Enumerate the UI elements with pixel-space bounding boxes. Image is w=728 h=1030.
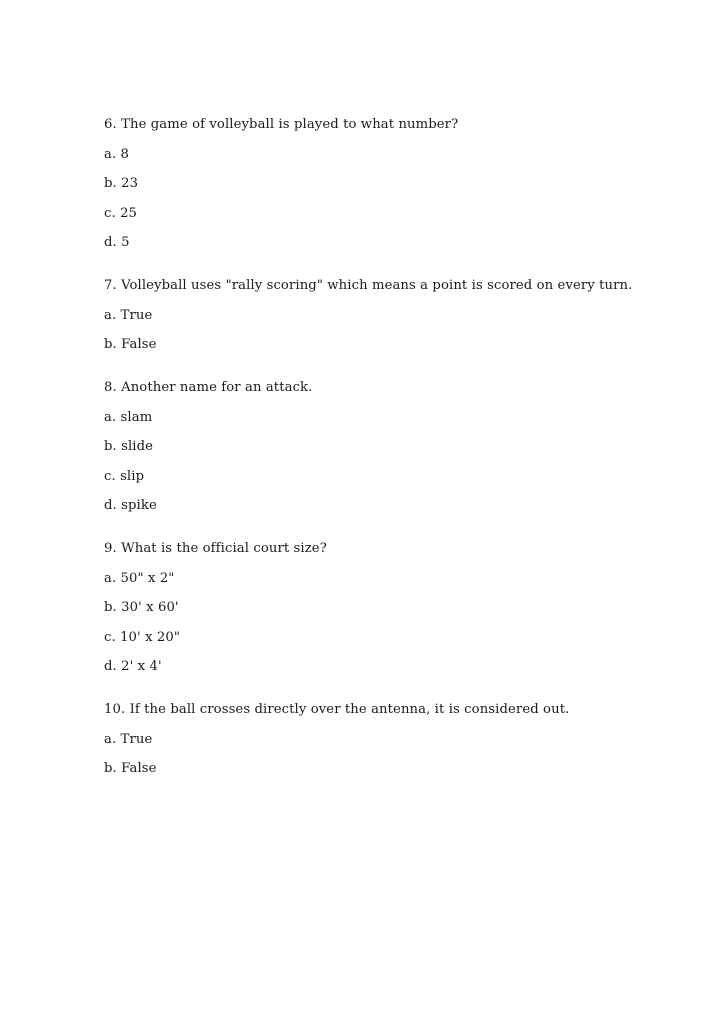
answer-option: b. False	[104, 337, 157, 352]
question-10	[104, 702, 664, 777]
answer-option: d. 2' x 4'	[104, 659, 162, 674]
question-text: 6. The game of volleyball is played to what number?	[104, 117, 459, 132]
answer-option: a. 8	[104, 146, 130, 162]
answer-option: d. 5	[104, 235, 130, 250]
question-8	[104, 380, 664, 514]
question-text: 10. If the ball crosses directly over the antenna, it is considered out.	[104, 702, 570, 717]
answer-option: b. 30' x 60'	[104, 600, 179, 615]
answer-option: a. slam	[104, 409, 153, 425]
answer-option: d. spike	[104, 498, 157, 513]
answer-option: a. True	[104, 731, 153, 747]
question-text: 9. What is the official court size?	[104, 541, 327, 556]
answer-option: a. 50" x 2"	[104, 570, 175, 586]
answer-option: c. 10' x 20"	[104, 629, 181, 645]
question-text: 7. Volleyball uses "rally scoring" which means a point is scored on every turn.	[104, 278, 633, 293]
question-6	[104, 117, 664, 251]
answer-option: a. True	[104, 307, 153, 323]
answer-option: b. False	[104, 761, 157, 776]
question-7	[104, 278, 664, 353]
answer-option: c. slip	[104, 468, 145, 484]
answer-option: c. 25	[104, 205, 138, 221]
answer-option: b. 23	[104, 176, 139, 191]
question-text: 8. Another name for an attack.	[104, 380, 313, 395]
answer-option: b. slide	[104, 439, 154, 454]
question-9	[104, 541, 664, 675]
quiz-page	[104, 117, 664, 804]
